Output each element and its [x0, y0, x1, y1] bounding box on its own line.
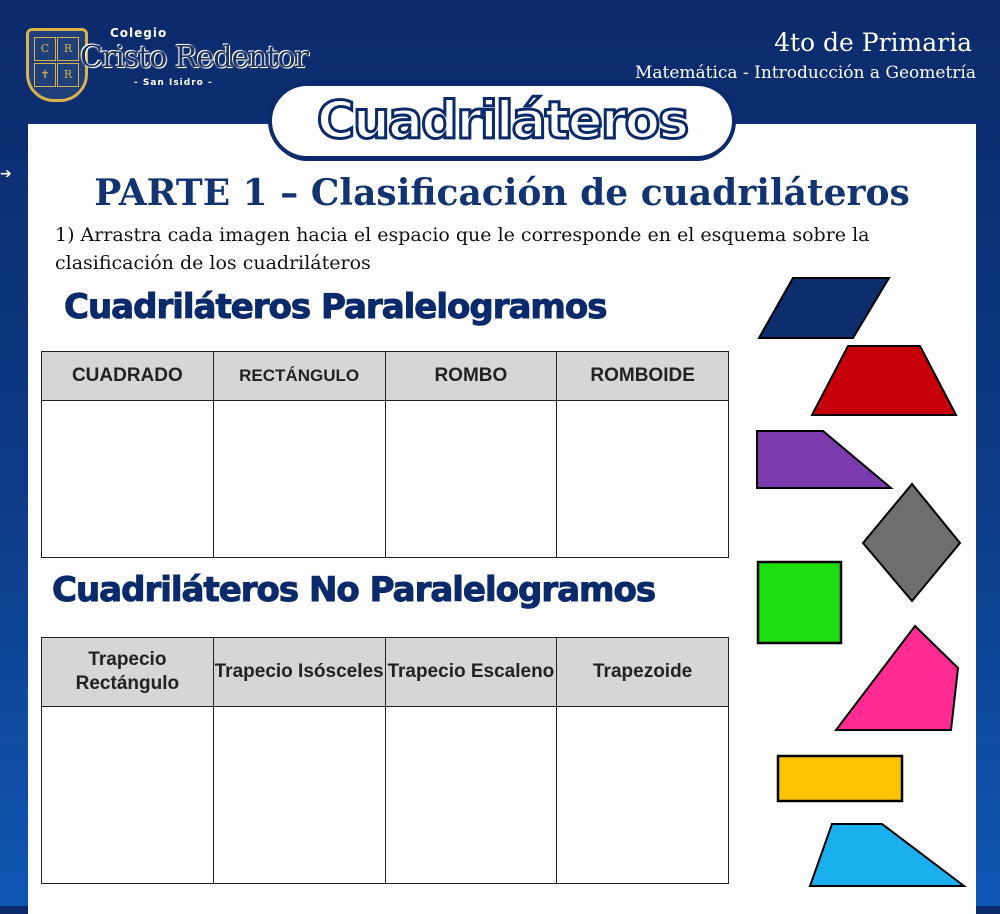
scalene-trapezoid-shape[interactable] — [806, 818, 968, 890]
column-header-rectangulo: RECTÁNGULO — [213, 352, 385, 401]
isosceles-trapezoid-shape[interactable] — [808, 344, 960, 418]
section-title-no-paralelogramos: Cuadriláteros No Paralelogramos — [52, 570, 656, 610]
square-shape[interactable] — [756, 560, 844, 646]
column-header-trapecio-escaleno: Trapecio Escaleno — [385, 638, 557, 707]
rhombus-shape[interactable] — [860, 482, 964, 604]
drop-zone-romboide[interactable] — [557, 401, 729, 558]
title-banner — [272, 86, 732, 156]
drop-zone-cuadrado[interactable] — [42, 401, 214, 558]
part-title: PARTE 1 – Clasificación de cuadriláteros — [94, 172, 910, 214]
arrow-right-icon: ➔ — [0, 166, 12, 182]
column-header-romboide: ROMBOIDE — [557, 352, 729, 401]
logo-colegio-label: Colegio — [110, 26, 168, 40]
column-header-cuadrado: CUADRADO — [42, 352, 214, 401]
drop-zone-trapecio-rectangulo[interactable] — [42, 707, 214, 884]
rectangle-shape[interactable] — [776, 754, 906, 804]
drop-zone-rectangulo[interactable] — [213, 401, 385, 558]
paralelogramos-table — [41, 351, 729, 558]
instruction-text: 1) Arrastra cada imagen hacia el espacio que le corresponde en el esquema sobre la clasificación de los cuadriláteros — [55, 224, 870, 274]
banner-title: Cuadriláteros — [316, 91, 688, 151]
drop-zone-rombo[interactable] — [385, 401, 557, 558]
drop-zone-trapezoide[interactable] — [557, 707, 729, 884]
logo-location: - San Isidro - — [134, 78, 213, 88]
logo-school-name: Cristo Redentor — [80, 40, 309, 75]
subject-label: Matemática - Introducción a Geometría — [634, 63, 976, 83]
column-header-trapecio-isosceles: Trapecio Isósceles — [213, 638, 385, 707]
no-paralelogramos-table — [41, 637, 729, 884]
grade-label: 4to de Primaria — [774, 28, 972, 57]
drop-zone-trapecio-escaleno[interactable] — [385, 707, 557, 884]
section-title-paralelogramos: Cuadriláteros Paralelogramos — [64, 287, 607, 327]
rhomboid-shape[interactable] — [755, 276, 895, 342]
column-header-trapecio-rectangulo: Trapecio Rectángulo — [42, 638, 214, 707]
column-header-rombo: ROMBO — [385, 352, 557, 401]
school-crest: C R ✝ R — [26, 28, 88, 102]
trapezoid-irregular-shape[interactable] — [832, 624, 962, 734]
column-header-trapezoide: Trapezoide — [557, 638, 729, 707]
drop-zone-trapecio-isosceles[interactable] — [213, 707, 385, 884]
